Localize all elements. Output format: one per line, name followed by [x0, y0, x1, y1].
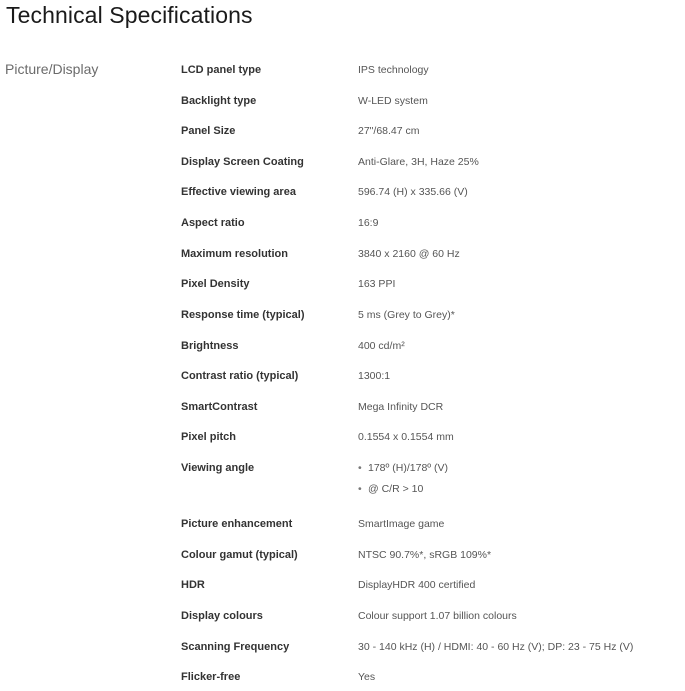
spec-row-aspect-ratio	[0, 215, 685, 235]
spec-name: Contrast ratio (typical)	[181, 370, 299, 382]
spec-value: Yes	[358, 671, 376, 683]
spec-name: HDR	[181, 579, 205, 591]
spec-bullet-text: @ C/R > 10	[368, 483, 424, 495]
spec-row-picture-enhancement	[0, 516, 685, 536]
spec-row-flicker-free	[0, 669, 685, 689]
spec-value: 400 cd/m²	[358, 340, 405, 352]
spec-row-contrast-ratio	[0, 368, 685, 388]
spec-row-viewing-angle	[0, 460, 685, 504]
spec-value: 16:9	[358, 217, 379, 229]
spec-name: Flicker-free	[181, 671, 241, 683]
spec-row-display-colours	[0, 608, 685, 628]
spec-value: W-LED system	[358, 95, 428, 107]
spec-row-hdr	[0, 577, 685, 597]
spec-row-brightness	[0, 338, 685, 358]
spec-name: LCD panel type	[181, 64, 262, 76]
spec-value: Anti-Glare, 3H, Haze 25%	[358, 156, 479, 168]
spec-bullet-list	[358, 460, 448, 502]
spec-name: Picture enhancement	[181, 518, 293, 530]
spec-row-pixel-pitch	[0, 429, 685, 449]
page-title: Technical Specifications	[6, 2, 253, 28]
spec-name: Aspect ratio	[181, 217, 245, 229]
spec-value: 3840 x 2160 @ 60 Hz	[358, 248, 460, 260]
section-label: Picture/Display	[5, 61, 99, 77]
spec-bullet-item	[358, 460, 448, 481]
spec-value: 5 ms (Grey to Grey)*	[358, 309, 455, 321]
spec-name: Brightness	[181, 340, 239, 352]
spec-row-display-screen-coating	[0, 154, 685, 174]
spec-value: 0.1554 x 0.1554 mm	[358, 431, 454, 443]
spec-bullet-text: 178º (H)/178º (V)	[368, 462, 449, 474]
spec-name: Display Screen Coating	[181, 156, 304, 168]
spec-row-smartcontrast	[0, 399, 685, 419]
spec-value: NTSC 90.7%*, sRGB 109%*	[358, 549, 492, 561]
spec-row-effective-viewing-area	[0, 184, 685, 204]
spec-row-colour-gamut	[0, 547, 685, 567]
spec-row-maximum-resolution	[0, 246, 685, 266]
spec-row-lcd-panel-type	[0, 62, 685, 82]
spec-name: Pixel Density	[181, 278, 250, 290]
spec-name: Viewing angle	[181, 462, 255, 474]
spec-value: SmartImage game	[358, 518, 445, 530]
spec-value: 596.74 (H) x 335.66 (V)	[358, 186, 468, 198]
spec-row-scanning-frequency	[0, 639, 685, 659]
spec-name: Maximum resolution	[181, 248, 288, 260]
spec-value: 30 - 140 kHz (H) / HDMI: 40 - 60 Hz (V); DP: 23 - 75 Hz (V)	[358, 641, 634, 653]
spec-value: IPS technology	[358, 64, 429, 76]
spec-row-pixel-density	[0, 276, 685, 296]
bullet-icon: •	[358, 483, 362, 495]
spec-name: Pixel pitch	[181, 431, 237, 443]
spec-bullet-item	[358, 481, 448, 502]
spec-name: SmartContrast	[181, 401, 258, 413]
spec-name: Backlight type	[181, 95, 257, 107]
spec-row-response-time	[0, 307, 685, 327]
spec-value: 27"/68.47 cm	[358, 125, 420, 137]
spec-value: 163 PPI	[358, 278, 396, 290]
spec-name: Scanning Frequency	[181, 641, 290, 653]
spec-value: 1300:1	[358, 370, 391, 382]
spec-name: Response time (typical)	[181, 309, 305, 321]
spec-name: Effective viewing area	[181, 186, 296, 198]
spec-value: DisplayHDR 400 certified	[358, 579, 476, 591]
spec-row-backlight-type	[0, 93, 685, 113]
bullet-icon: •	[358, 462, 362, 474]
spec-name: Colour gamut (typical)	[181, 549, 298, 561]
spec-name: Display colours	[181, 610, 263, 622]
spec-row-panel-size	[0, 123, 685, 143]
spec-value: Colour support 1.07 billion colours	[358, 610, 517, 622]
spec-name: Panel Size	[181, 125, 236, 137]
spec-value: Mega Infinity DCR	[358, 401, 444, 413]
